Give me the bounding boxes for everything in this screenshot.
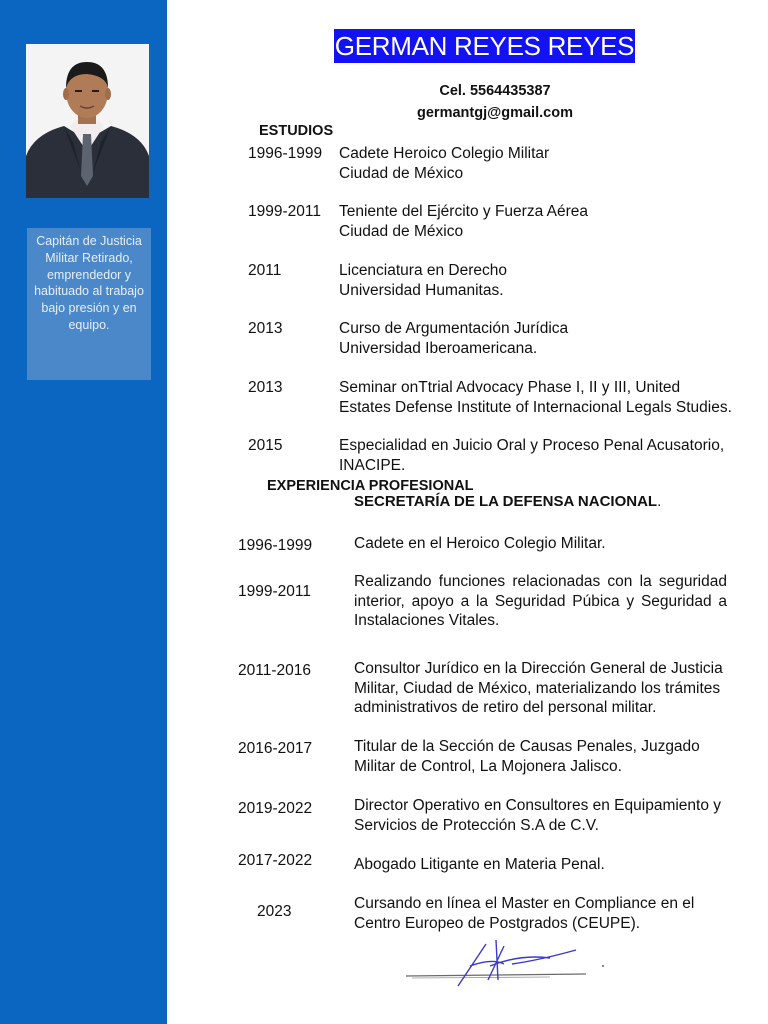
profile-photo [26, 44, 149, 198]
employer-name [354, 493, 661, 510]
experience-text: Titular de la Sección de Causas Penales, Juzgado Militar de Control, La Mojonera Jalisco. [354, 738, 700, 775]
bio-box [27, 228, 151, 380]
experience-year: 2017-2022 [238, 852, 313, 869]
study-line: Seminar onTtrial Advocacy Phase I, II y III, United [339, 379, 681, 396]
experience-year: 1996-1999 [238, 537, 313, 554]
experience-text: Cadete en el Heroico Colegio Militar. [354, 535, 606, 552]
phone-number: Cel. 5564435387 [439, 83, 551, 99]
profile-photo-image [26, 44, 149, 198]
experience-year: 2019-2022 [238, 800, 313, 817]
experience-section-title: EXPERIENCIA PROFESIONAL [267, 478, 474, 494]
sidebar [0, 0, 167, 1024]
email-address: germantgj@gmail.com [417, 105, 573, 121]
study-line: Ciudad de México [339, 164, 464, 182]
experience-year: 2011-2016 [238, 662, 311, 679]
study-line: Estates Defense Institute of Internacional Legals Studies. [339, 398, 732, 416]
experience-text: Abogado Litigante en Materia Penal. [354, 856, 605, 873]
study-year: 2015 [248, 437, 283, 454]
study-line: INACIPE. [339, 456, 406, 474]
study-line: Licenciatura en Derecho [339, 262, 508, 279]
experience-year: 1999-2011 [238, 583, 311, 600]
study-line: Universidad Humanitas. [339, 281, 504, 299]
employer-suffix: . [657, 493, 662, 510]
study-line: Ciudad de México [339, 222, 464, 240]
experience-year: 2016-2017 [238, 740, 313, 757]
experience-text: Consultor Jurídico en la Dirección General de Justicia Militar, Ciudad de México, materializando los trámites administrativos de retiro del personal militar. [354, 660, 723, 716]
experience-text: Cursando en línea el Master en Compliance en el Centro Europeo de Postgrados (CEUPE). [354, 895, 695, 932]
study-line: Teniente del Ejército y Fuerza Aérea [339, 203, 588, 220]
study-line: Curso de Argumentación Jurídica [339, 320, 569, 337]
studies-section-title: ESTUDIOS [259, 123, 334, 139]
study-year: 2013 [248, 320, 283, 337]
employer-label: SECRETARÍA DE LA DEFENSA NACIONAL [354, 493, 658, 510]
experience-text: Realizando funciones relacionadas con la seguridad interior, apoyo a la Seguridad Púbica y Seguridad a Instalaciones Vitales. [354, 573, 727, 629]
study-year: 2011 [248, 262, 282, 279]
study-year: 1996-1999 [248, 145, 323, 162]
study-year: 2013 [248, 379, 283, 396]
study-year: 1999-2011 [248, 203, 321, 220]
experience-year: 2023 [257, 903, 292, 920]
study-line: Universidad Iberoamericana. [339, 339, 538, 357]
study-line: Cadete Heroico Colegio Militar [339, 145, 550, 162]
signature-icon [400, 936, 610, 997]
name-heading: GERMAN REYES REYES [334, 31, 635, 61]
bio-text: Capitán de Justicia Militar Retirado, emprendedor y habituado al trabajo bajo presión y en equipo. [34, 234, 144, 332]
experience-text: Director Operativo en Consultores en Equipamiento y Servicios de Protección S.A de C.V. [354, 797, 722, 834]
study-line: Especialidad en Juicio Oral y Proceso Penal Acusatorio, [339, 437, 725, 454]
